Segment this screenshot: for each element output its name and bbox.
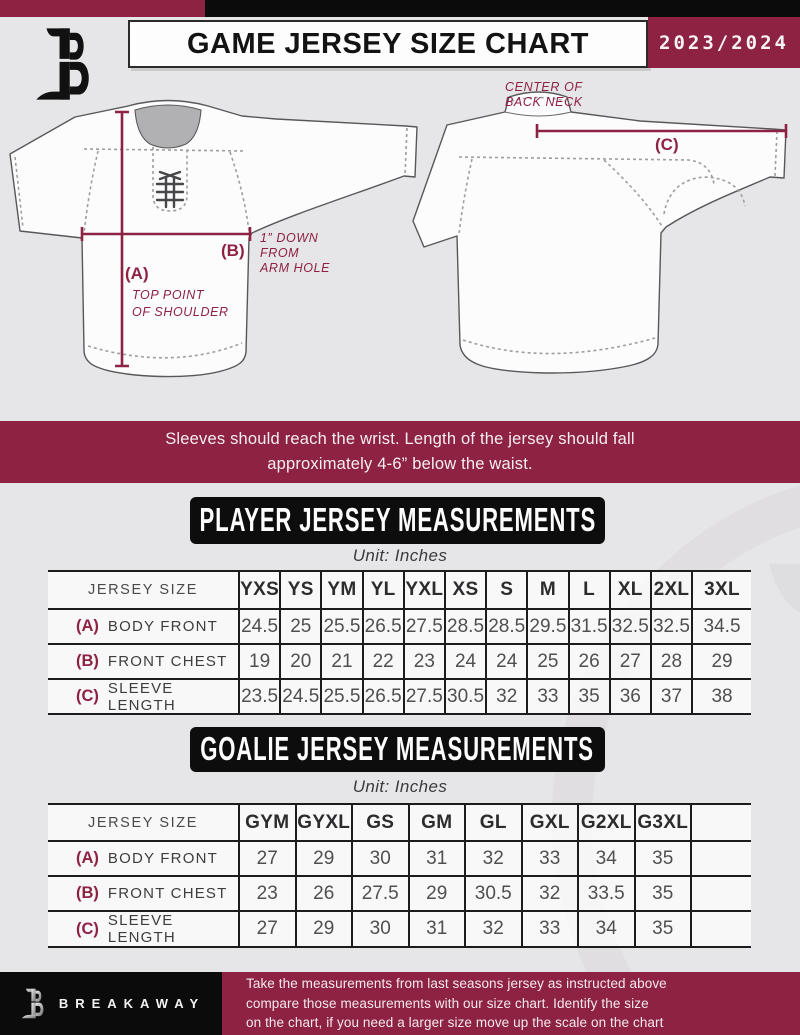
goalie-table [48,803,751,948]
goalie-header-row [48,805,751,842]
table-row-sleeve-length [48,680,751,715]
col-gm: GM [408,805,465,840]
label-c-caption-2: BACK NECK [505,95,583,109]
value-cell: 22 [362,645,403,678]
fit-notice-line-2: approximately 4-6” below the waist. [267,455,533,473]
brand-name: BREAKAWAY [58,996,206,1011]
jersey-front-diagram [10,101,417,377]
table-row-front-chest [48,877,751,912]
value-cell: 30 [351,912,408,946]
fit-notice-banner [0,421,800,483]
value-cell: 32 [464,912,521,946]
value-cell: 35 [634,877,691,910]
value-cell: 23 [238,877,295,910]
value-cell: 25 [279,610,320,643]
value-cell: 32.5 [609,610,650,643]
value-cell: 29 [408,877,465,910]
value-cell: 23.5 [238,680,279,713]
col-g2xl: G2XL [577,805,634,840]
col-m: M [526,572,567,608]
label-b-caption-1: 1” DOWN [260,231,319,245]
value-cell: 25 [526,645,567,678]
value-cell: 36 [609,680,650,713]
label-c: (C) [655,135,679,154]
col-xl: XL [609,572,650,608]
col-g3xl: G3XL [634,805,691,840]
col-s: S [485,572,526,608]
value-cell: 25.5 [320,610,361,643]
col-ym: YM [320,572,361,608]
value-cell: 30 [351,842,408,875]
value-cell: 31 [408,912,465,946]
table-row-sleeve-length [48,912,751,948]
empty-cell [690,842,751,875]
label-c-caption-1: CENTER OF [505,80,583,94]
col-gym: GYM [238,805,295,840]
value-cell: 27.5 [403,680,444,713]
col-ys: YS [279,572,320,608]
value-cell: 29 [295,912,352,946]
goalie-unit-label: Unit: Inches [352,777,448,796]
value-cell: 23 [403,645,444,678]
value-cell: 20 [279,645,320,678]
value-cell: 24 [485,645,526,678]
value-cell: 27 [609,645,650,678]
value-cell: 31 [408,842,465,875]
value-cell: 35 [634,842,691,875]
row-label: (A) BODY FRONT [76,617,218,635]
value-cell: 26 [568,645,609,678]
value-cell: 24 [444,645,485,678]
value-cell: 38 [691,680,751,713]
label-b-caption-3: ARM HOLE [260,261,331,275]
season-badge [648,17,800,68]
value-cell: 19 [238,645,279,678]
player-section-title: PLAYER JERSEY MEASUREMENTS [190,497,605,544]
value-cell: 33.5 [577,877,634,910]
col-3xl: 3XL [691,572,751,608]
jersey-back-diagram [413,92,786,373]
label-b-caption-2: FROM [260,246,300,260]
value-cell: 32 [485,680,526,713]
season-label: 2023/2024 [659,31,789,54]
value-cell: 34 [577,842,634,875]
label-b: (B) [221,241,245,260]
top-strip-maroon [0,0,205,17]
footer [0,972,800,1035]
page-title: GAME JERSEY SIZE CHART [186,27,590,60]
col-2xl: 2XL [650,572,691,608]
col-yxl: YXL [403,572,444,608]
label-a-caption-2: OF SHOULDER [132,305,229,319]
value-cell: 29 [295,842,352,875]
header-title-box [128,20,648,68]
top-strip-black [205,0,800,17]
footer-line-3: on the chart, if you need a larger size move up the scale on the chart [246,1015,664,1031]
empty-cell [690,877,751,910]
value-cell: 26.5 [362,610,403,643]
col-empty [690,805,751,840]
value-cell: 32.5 [650,610,691,643]
value-cell: 35 [634,912,691,946]
value-cell: 25.5 [320,680,361,713]
value-cell: 24.5 [279,680,320,713]
col-yl: YL [362,572,403,608]
value-cell: 29.5 [526,610,567,643]
row-label: (A) BODY FRONT [76,849,218,867]
value-cell: 32 [521,877,578,910]
value-cell: 32 [464,842,521,875]
row-label: (C) SLEEVE LENGTH [76,680,176,713]
footer-brand-block [0,972,222,1035]
fit-notice-line-1: Sleeves should reach the wrist. Length of the jersey should fall [165,430,635,448]
value-cell: 27.5 [403,610,444,643]
goalie-section-title: GOALIE JERSEY MEASUREMENTS [190,727,605,772]
footer-line-1: Take the measurements from last seasons jersey as instructed above [246,976,667,992]
player-header-row [48,572,751,610]
value-cell: 37 [650,680,691,713]
value-cell: 33 [526,680,567,713]
col-gxl: GXL [521,805,578,840]
value-cell: 31.5 [568,610,609,643]
row-label: (B) FRONT CHEST [76,652,228,670]
value-cell: 28 [650,645,691,678]
value-cell: 27 [238,912,295,946]
value-cell: 26 [295,877,352,910]
table-row-body-front [48,610,751,645]
row-label: (C) SLEEVE LENGTH [76,912,176,946]
breakaway-logo-footer [17,987,47,1020]
table-row-body-front [48,842,751,877]
value-cell: 26.5 [362,680,403,713]
col-gyxl: GYXL [295,805,352,840]
value-cell: 27 [238,842,295,875]
player-unit-label: Unit: Inches [352,546,448,565]
value-cell: 30.5 [444,680,485,713]
value-cell: 21 [320,645,361,678]
col-l: L [568,572,609,608]
value-cell: 30.5 [464,877,521,910]
label-a-caption-1: TOP POINT [132,288,205,302]
col-gl: GL [464,805,521,840]
value-cell: 28.5 [485,610,526,643]
jersey-diagrams [0,68,800,421]
label-a: (A) [125,264,149,283]
col-yxs: YXS [238,572,279,608]
table-row-front-chest [48,645,751,680]
size-col-header: JERSEY SIZE [87,582,198,598]
value-cell: 34.5 [691,610,751,643]
value-cell: 24.5 [238,610,279,643]
col-gs: GS [351,805,408,840]
empty-cell [690,912,751,946]
value-cell: 33 [521,912,578,946]
player-table [48,570,751,715]
col-xs: XS [444,572,485,608]
footer-instructions [222,972,800,1035]
value-cell: 35 [568,680,609,713]
value-cell: 27.5 [351,877,408,910]
size-col-header: JERSEY SIZE [87,814,198,831]
value-cell: 34 [577,912,634,946]
footer-line-2: compare those measurements with our size chart. Identify the size [246,995,649,1011]
row-label: (B) FRONT CHEST [76,884,228,902]
value-cell: 33 [521,842,578,875]
value-cell: 29 [691,645,751,678]
value-cell: 28.5 [444,610,485,643]
